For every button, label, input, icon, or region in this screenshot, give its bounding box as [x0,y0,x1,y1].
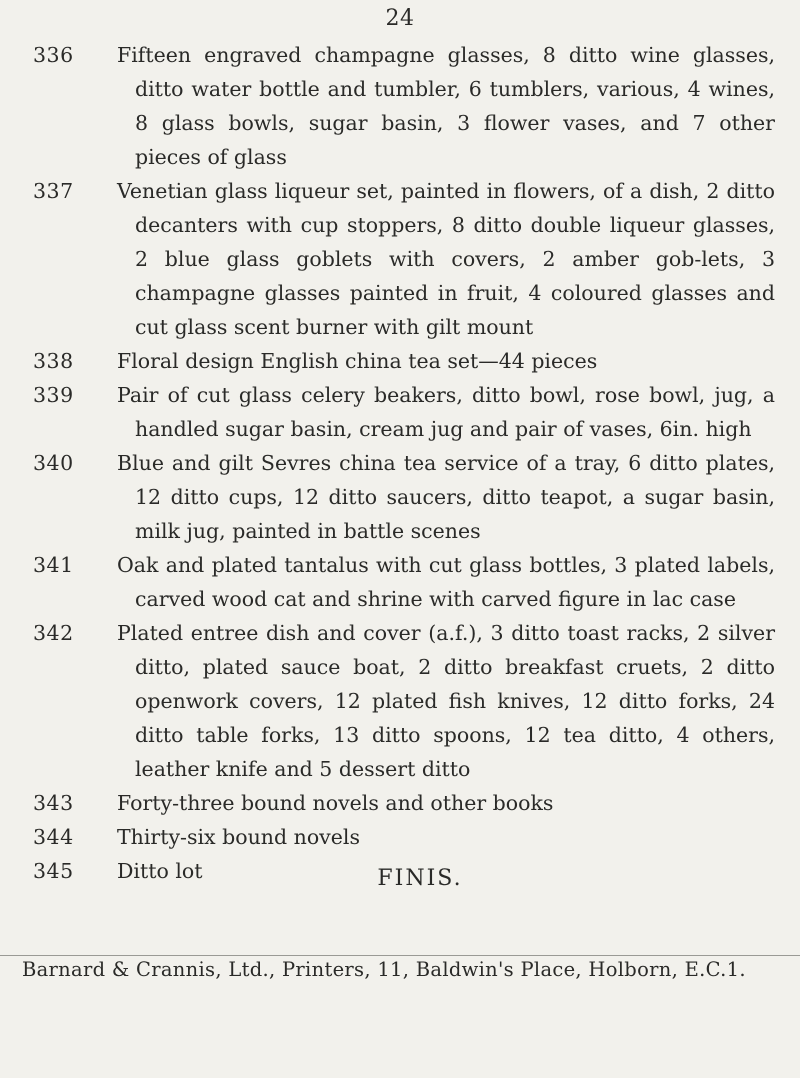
page-number: 24 [385,6,415,31]
lot-entry [0,616,800,786]
lot-number: 340 [33,451,74,475]
lot-description: Venetian glass liqueur set, painted in flowers, of a dish, 2 ditto decanters with cup stoppers, 8 ditto double liqueur glasses, 2 blue glass goblets with covers, 2 amber gob-lets, 3 champagne glasses painted in fruit, 4 coloured glasses and cut glass scent burner with gilt mount [117,179,775,339]
lot-list [0,38,800,888]
lot-description: Pair of cut glass celery beakers, ditto bowl, rose bowl, jug, a handled sugar basin, cream jug and pair of vases, 6in. high [117,383,775,441]
printer-imprint: Barnard & Crannis, Ltd., Printers, 11, Baldwin's Place, Holborn, E.C.1. [22,958,746,981]
lot-description: Forty-three bound novels and other books [117,791,554,815]
lot-description: Oak and plated tantalus with cut glass bottles, 3 plated labels, carved wood cat and shrine with carved figure in lac case [117,553,775,611]
lot-number: 343 [33,791,74,815]
lot-description: Ditto lot [117,859,203,883]
lot-description: Fifteen engraved champagne glasses, 8 ditto wine glasses, ditto water bottle and tumbler, 6 tumblers, various, 4 wines, 8 glass bowls, sugar basin, 3 flower vases, and 7 other pieces of glass [117,43,775,169]
footer-divider [0,955,800,956]
finis-heading: FINIS. [377,866,463,891]
lot-number: 345 [33,859,74,883]
lot-number: 336 [33,43,74,67]
lot-number: 337 [33,179,74,203]
lot-description: Plated entree dish and cover (a.f.), 3 ditto toast racks, 2 silver ditto, plated sauce boat, 2 ditto breakfast cruets, 2 ditto openwork covers, 12 plated fish knives, 12 ditto forks, 24 ditto table forks, 13 ditto spoons, 12 tea ditto, 4 others, leather knife and 5 dessert ditto [117,621,775,781]
lot-entry [0,548,800,616]
lot-entry [0,820,800,854]
lot-number: 344 [33,825,74,849]
lot-description: Floral design English china tea set—44 pieces [117,349,598,373]
lot-entry [0,378,800,446]
lot-number: 342 [33,621,74,645]
lot-entry [0,344,800,378]
lot-number: 339 [33,383,74,407]
lot-entry [0,38,800,174]
lot-description: Thirty-six bound novels [117,825,360,849]
lot-number: 341 [33,553,74,577]
lot-entry [0,786,800,820]
lot-description: Blue and gilt Sevres china tea service of a tray, 6 ditto plates, 12 ditto cups, 12 ditto saucers, ditto teapot, a sugar basin, milk jug, painted in battle scenes [117,451,775,543]
lot-entry [0,446,800,548]
lot-entry [0,174,800,344]
lot-number: 338 [33,349,74,373]
